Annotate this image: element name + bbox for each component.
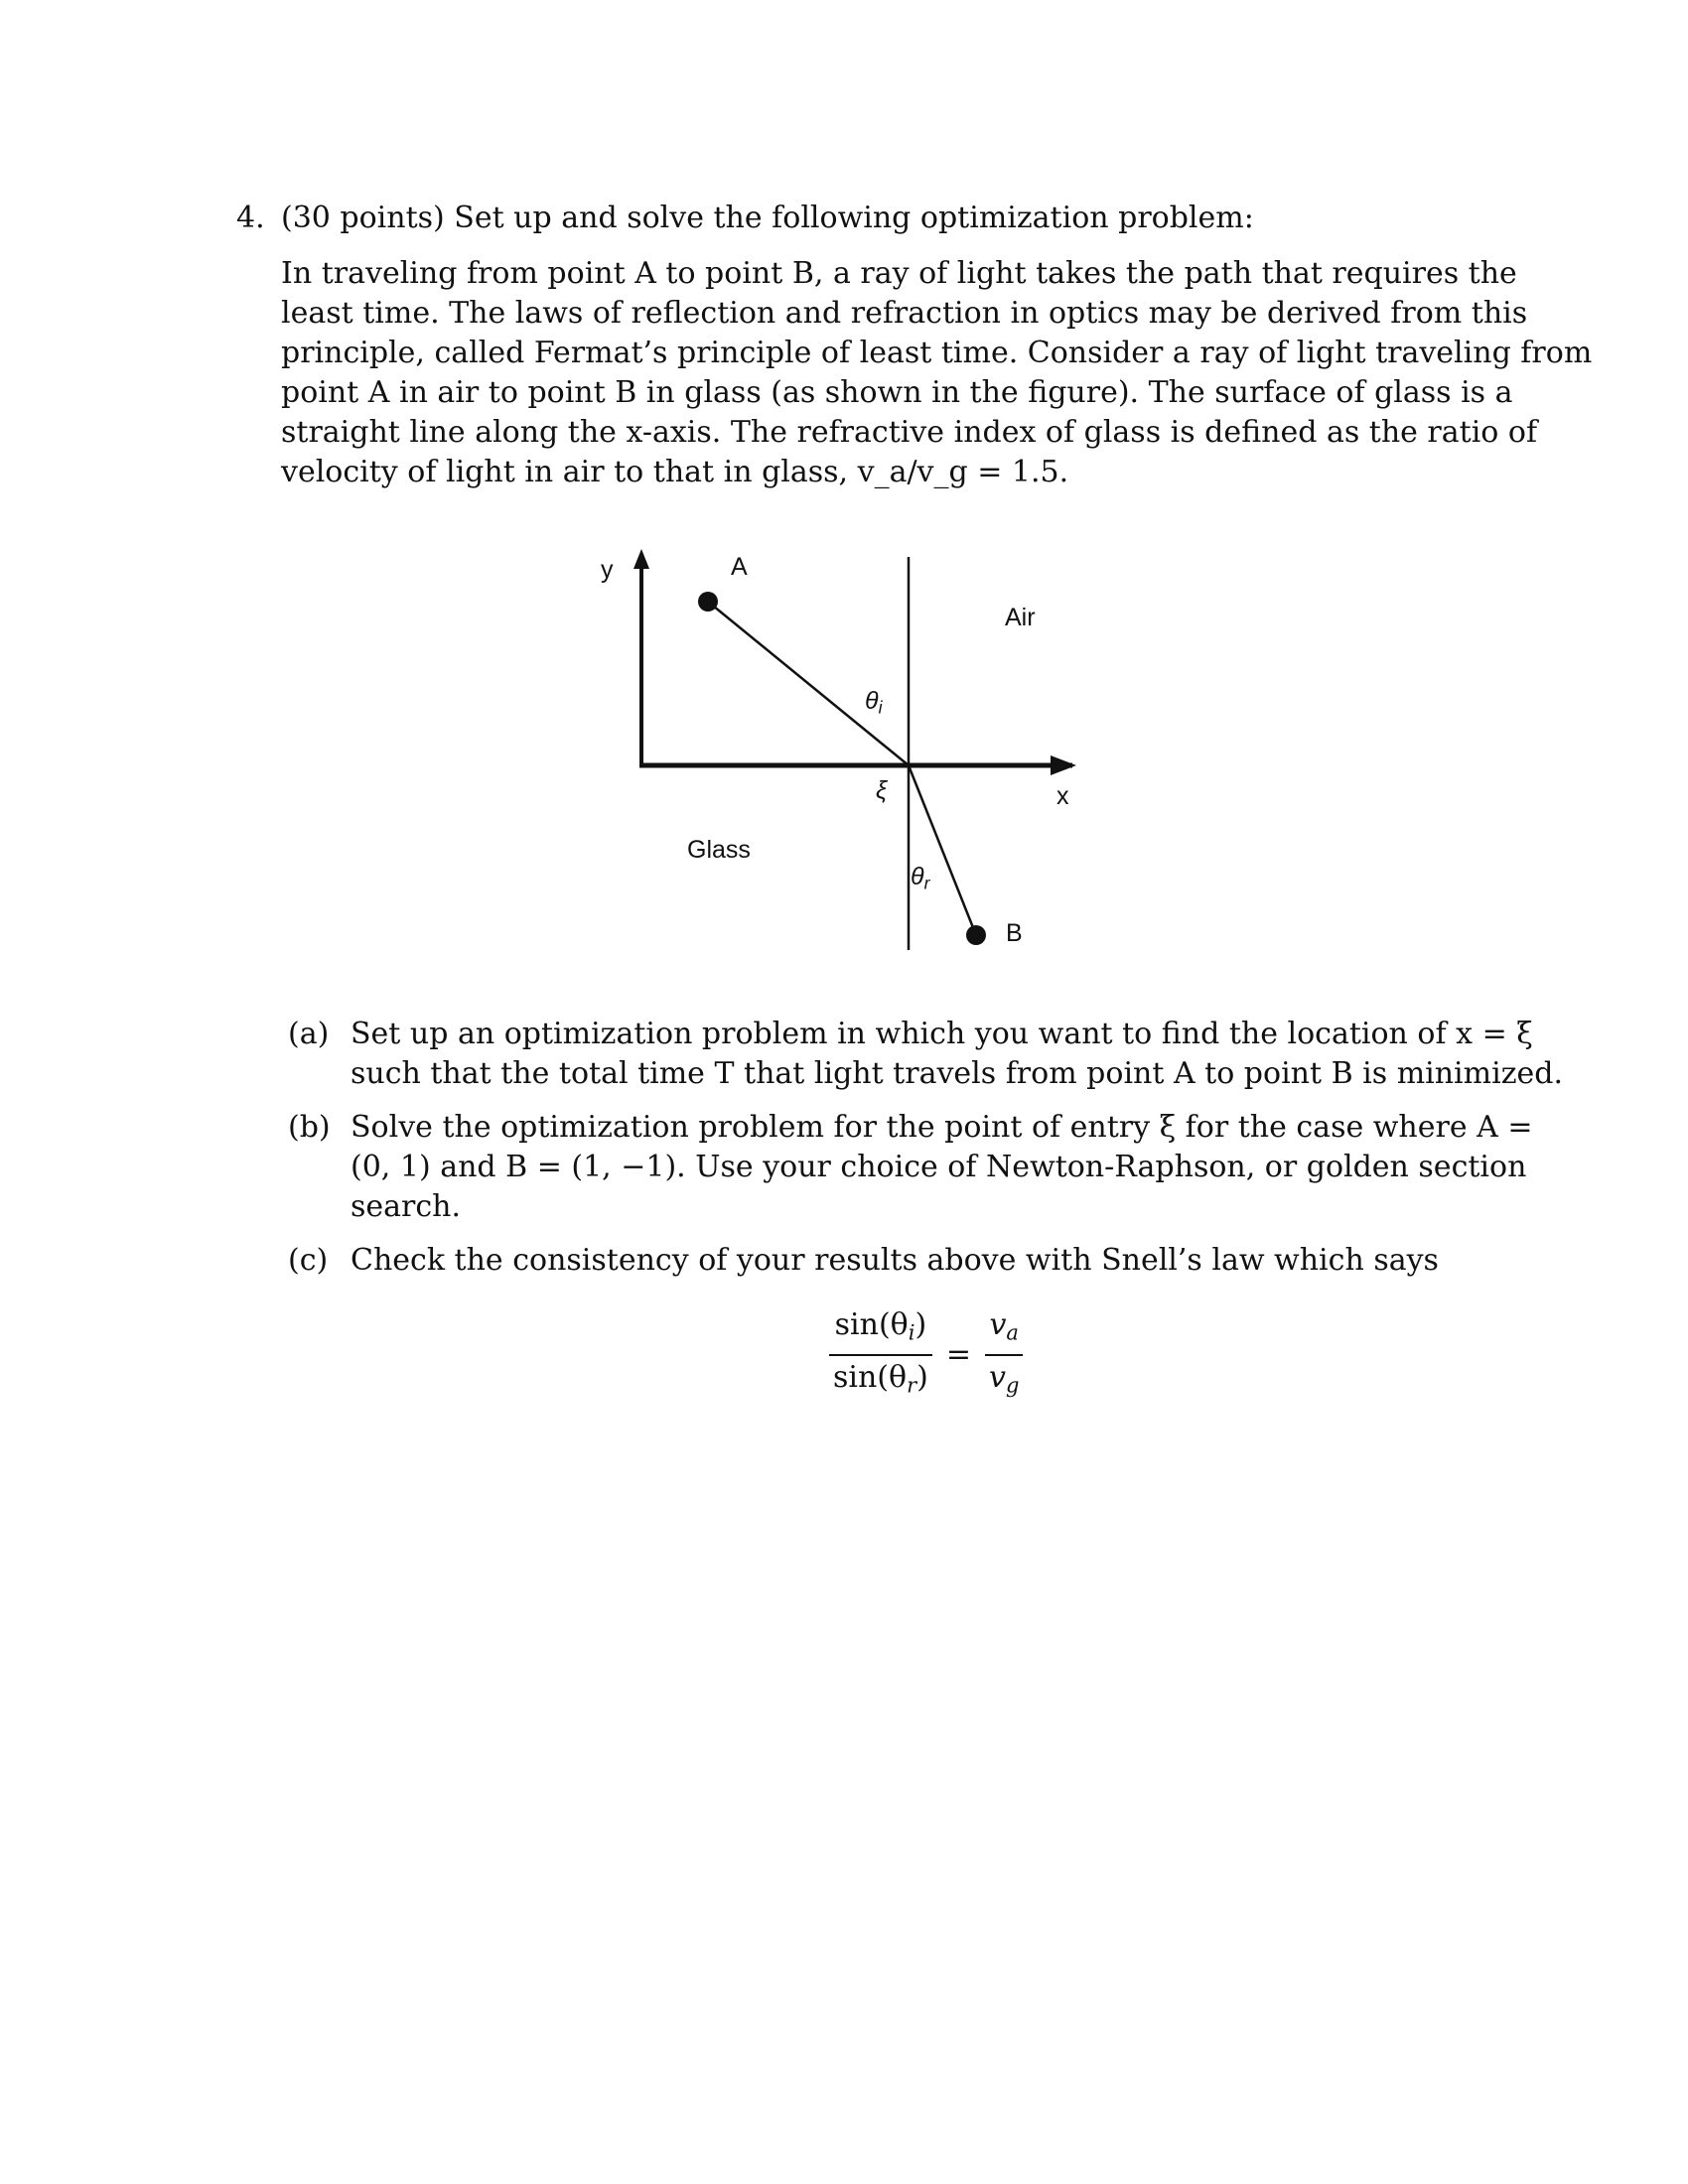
denominator-close: ) [916, 1360, 928, 1396]
snells-law-formula [829, 1305, 1023, 1406]
problem-number: 4. [236, 201, 265, 235]
part-a-text [351, 1015, 1563, 1094]
part-a-label: (a) [288, 1017, 330, 1051]
theta-i-symbol: θ [865, 687, 879, 715]
part-b-text [351, 1108, 1533, 1227]
velocity-denominator [985, 1358, 1023, 1405]
velocity-a-subscript: a [1006, 1320, 1019, 1345]
y-axis-label: y [601, 556, 614, 584]
paragraph-line: principle, called Fermat’s principle of least time. Consider a ray of light traveling from [281, 336, 1593, 370]
sine-ratio-denominator [829, 1358, 932, 1405]
sine-ratio-numerator [831, 1305, 931, 1352]
problem-paragraph [281, 254, 1593, 492]
refracted-ray [909, 765, 976, 935]
part-b-line: search. [351, 1189, 462, 1224]
part-b [288, 1108, 1533, 1227]
denominator-subscript: r [907, 1373, 917, 1398]
glass-label: Glass [687, 836, 751, 864]
denominator-text: sin(θ [833, 1360, 908, 1396]
point-b-label: B [1006, 919, 1023, 947]
incident-ray [708, 602, 909, 765]
point-a-label: A [731, 553, 748, 581]
x-axis-label: x [1056, 782, 1069, 810]
paragraph-line: point A in air to point B in glass (as shown in the figure). The surface of glass is a [281, 375, 1513, 410]
problem-intro: (30 points) Set up and solve the following optimization problem: [281, 201, 1254, 235]
sine-ratio-fraction [829, 1305, 932, 1406]
velocity-ratio-fraction [985, 1305, 1023, 1406]
velocity-g-symbol: v [988, 1360, 1006, 1396]
fraction-bar [829, 1354, 932, 1356]
part-b-label: (b) [288, 1110, 331, 1145]
theta-r-label [911, 863, 929, 896]
part-a-line: Set up an optimization problem in which you want to find the location of x = ξ [351, 1017, 1533, 1051]
xi-label: ξ [876, 776, 888, 804]
theta-r-symbol: θ [911, 863, 924, 890]
part-c [288, 1241, 1494, 1281]
theta-r-subscript: r [923, 873, 930, 893]
velocity-a-symbol: v [989, 1307, 1007, 1342]
part-c-text [351, 1241, 1494, 1281]
refraction-figure [576, 541, 1112, 958]
theta-i-label [865, 687, 882, 721]
air-label: Air [1005, 604, 1036, 631]
part-c-label: (c) [288, 1243, 329, 1278]
y-axis-arrowhead [633, 549, 649, 569]
paragraph-line: straight line along the x-axis. The refractive index of glass is defined as the ratio of [281, 415, 1538, 450]
numerator-close: ) [914, 1307, 927, 1342]
paragraph-line: In traveling from point A to point B, a ray of light takes the path that requires the [281, 256, 1517, 291]
velocity-numerator [985, 1305, 1022, 1352]
point-b-marker [966, 925, 986, 945]
problem-parts [288, 1015, 1563, 1295]
numerator-text: sin(θ [834, 1307, 909, 1342]
point-a-marker [698, 592, 718, 612]
paragraph-line: velocity of light in air to that in glass, v_a/v_g = 1.5. [281, 455, 1069, 489]
theta-i-subscript: i [878, 697, 883, 718]
fraction-bar [985, 1354, 1023, 1356]
x-axis-arrowhead [1051, 755, 1076, 775]
part-a [288, 1015, 1563, 1094]
part-c-line: Check the consistency of your results above with Snell’s law which says [351, 1243, 1439, 1278]
paragraph-line: least time. The laws of reflection and refraction in optics may be derived from this [281, 296, 1528, 331]
part-b-line: (0, 1) and B = (1, −1). Use your choice of Newton-Raphson, or golden section [351, 1150, 1527, 1184]
velocity-g-subscript: g [1005, 1373, 1020, 1398]
equals-sign: = [945, 1337, 971, 1373]
part-a-line: such that the total time T that light travels from point A to point B is minimized. [351, 1056, 1563, 1091]
part-b-line: Solve the optimization problem for the point of entry ξ for the case where A = [351, 1110, 1533, 1145]
numerator-subscript: i [908, 1320, 915, 1345]
